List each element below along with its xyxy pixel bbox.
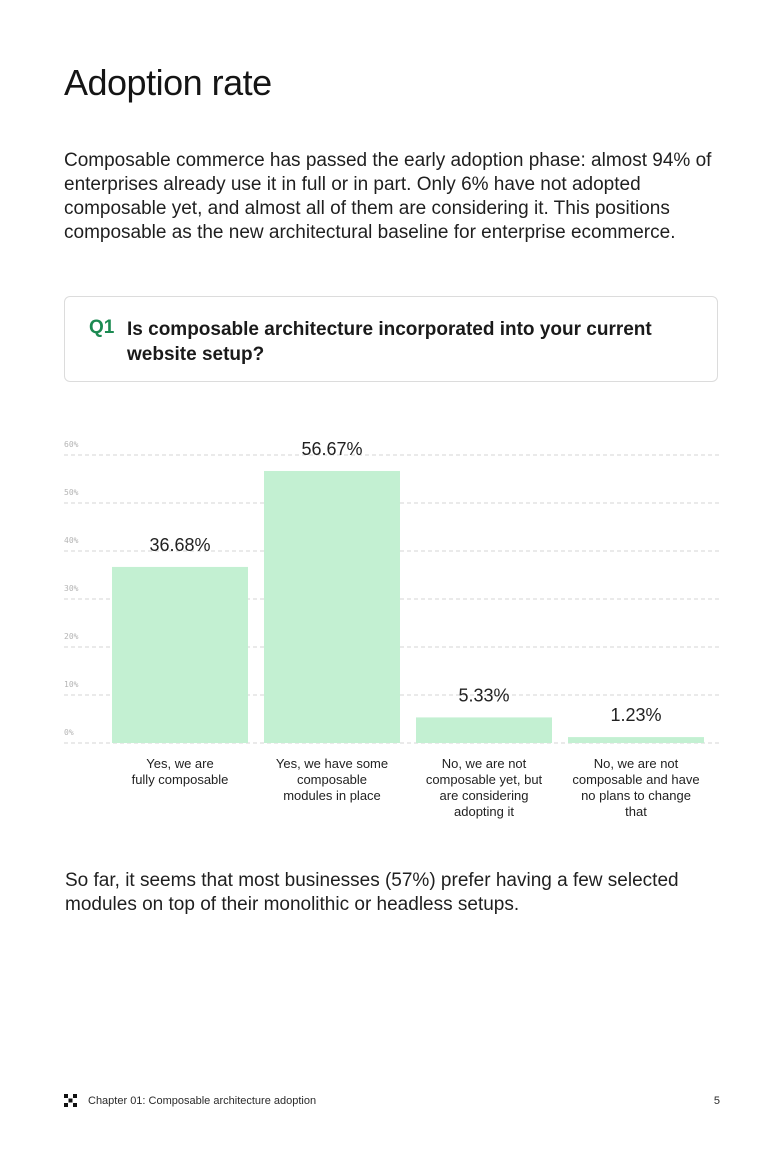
x-category-label: Yes, we are	[146, 756, 214, 771]
page-title: Adoption rate	[64, 62, 272, 103]
bar-value-label: 5.33%	[458, 685, 510, 706]
bar	[112, 567, 248, 743]
x-category-label: are considering	[439, 788, 529, 803]
question-text: Is composable architecture incorporated into your current website setup?	[127, 319, 652, 365]
x-category-label: No, we are not	[593, 756, 679, 771]
x-category-label: No, we are not	[441, 756, 527, 771]
bar-chart	[0, 430, 784, 830]
y-tick-label: 40%	[64, 536, 79, 545]
x-category-label: Yes, we have some	[275, 756, 389, 771]
bar-value-label: 56.67%	[301, 438, 363, 459]
bar-value-label: 36.68%	[149, 534, 211, 555]
x-category-label: no plans to change	[581, 788, 691, 803]
question-box	[64, 296, 718, 382]
x-category-label: adopting it	[454, 804, 514, 819]
x-category-label: fully composable	[131, 772, 229, 787]
footer-chapter: Chapter 01: Composable architecture adoption	[88, 1095, 317, 1107]
bar	[264, 471, 400, 743]
y-tick-label: 50%	[64, 488, 79, 497]
x-category-label: composable yet, but	[425, 772, 543, 787]
y-tick-label: 30%	[64, 584, 79, 593]
footer	[64, 1094, 720, 1110]
x-category-label: modules in place	[283, 788, 381, 803]
y-tick-label: 10%	[64, 680, 79, 689]
intro-paragraph: Composable commerce has passed the early adoption phase: almost 94% of enterprises already use it in full or in part. Only 6% have not adopted composable yet, and almost all of them are considering it. This positions composable as the new architectural baseline for enterprise ecommerce.	[64, 150, 712, 243]
bar	[416, 717, 552, 743]
x-category-label: composable	[296, 772, 368, 787]
x-category-label: composable and have	[572, 772, 700, 787]
bar	[568, 737, 704, 743]
x-category-label: that	[625, 804, 647, 819]
bar-value-label: 1.23%	[610, 705, 662, 726]
y-tick-label: 60%	[64, 440, 79, 449]
y-tick-label: 20%	[64, 632, 79, 641]
y-tick-label: 0%	[64, 728, 74, 737]
brand-logo-icon	[64, 1094, 77, 1107]
page-number: 5	[713, 1095, 720, 1107]
question-number: Q1	[89, 317, 115, 338]
conclusion-paragraph: So far, it seems that most businesses (57%) prefer having a few selected modules on top of their monolithic or headless setups.	[65, 870, 679, 915]
